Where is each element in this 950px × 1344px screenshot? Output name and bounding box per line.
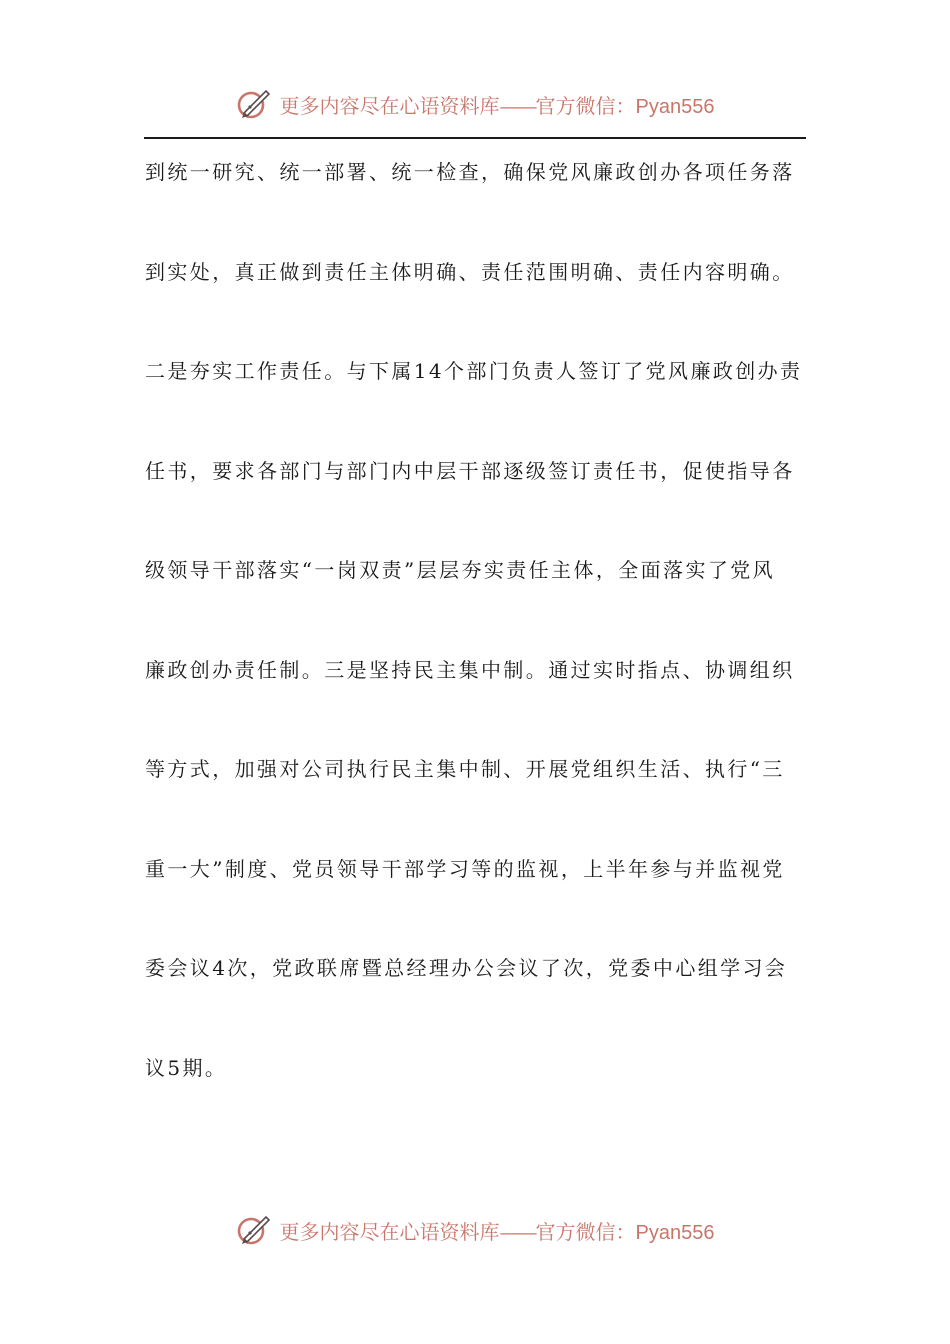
header-promo-text	[280, 90, 715, 119]
body-line: 委会议4次，党政联席暨总经理办公会议了次，党委中心组学习会	[145, 956, 788, 980]
pen-circle-logo-icon	[236, 1212, 272, 1248]
body-line: 二是夯实工作责任。与下属14个部门负责人签订了党风廉政创办责	[145, 359, 803, 383]
header-wechat-label: 官方微信：	[535, 93, 636, 118]
footer-dash: ——	[499, 1219, 536, 1244]
header-divider	[144, 137, 806, 139]
body-line: 到统一研究、统一部署、统一检查，确保党风廉政创办各项任务落	[145, 160, 795, 184]
footer-promo-text	[280, 1216, 715, 1245]
body-line: 级领导干部落实“一岗双责”层层夯实责任主体，全面落实了党风	[145, 558, 776, 582]
footer-wechat-id: Pyan556	[635, 1221, 715, 1244]
body-line: 重一大”制度、党员领导干部学习等的监视，上半年参与并监视党	[145, 856, 785, 881]
footer-wechat-label: 官方微信：	[535, 1219, 636, 1244]
footer-banner	[0, 1208, 950, 1252]
body-line: 到实处，真正做到责任主体明确、责任范围明确、责任内容明确。	[145, 259, 795, 284]
header-promo-title: 更多内容尽在心语资料库	[279, 93, 500, 118]
pen-circle-logo-icon	[236, 86, 272, 122]
footer-promo-title: 更多内容尽在心语资料库	[279, 1219, 500, 1244]
header-banner	[0, 82, 950, 126]
body-line: 任书，要求各部门与部门内中层干部逐级签订责任书，促使指导各	[145, 458, 795, 483]
body-line: 议5期。	[145, 1055, 228, 1080]
body-line: 廉政创办责任制。三是坚持民主集中制。通过实时指点、协调组织	[145, 657, 795, 682]
header-dash: ——	[499, 93, 536, 118]
document-body	[145, 147, 815, 1142]
header-wechat-id: Pyan556	[635, 95, 715, 118]
body-line: 等方式，加强对公司执行民主集中制、开展党组织生活、执行“三	[145, 757, 785, 781]
